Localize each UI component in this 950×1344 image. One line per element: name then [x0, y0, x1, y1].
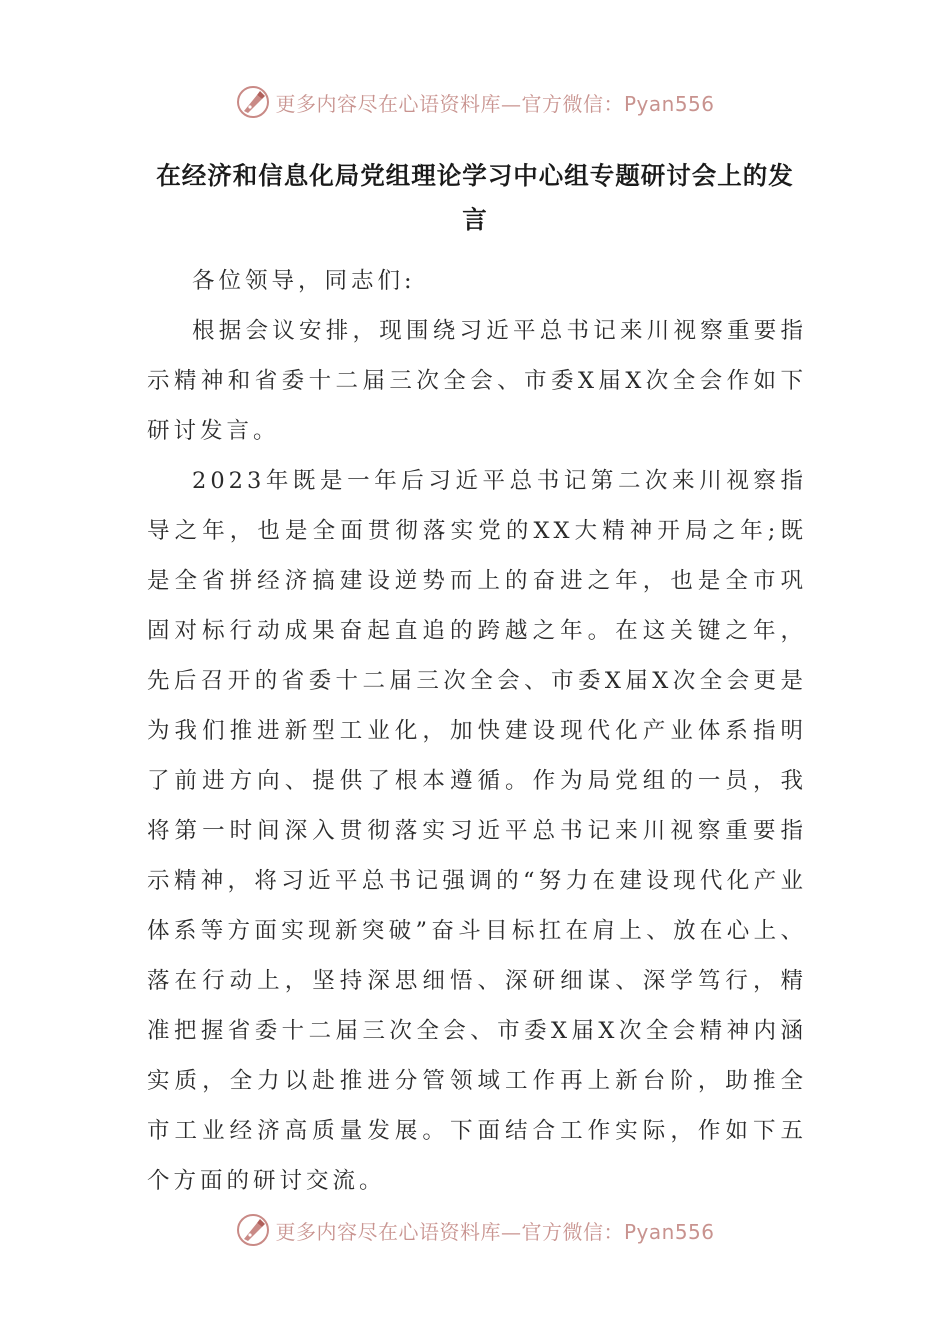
header-watermark: [0, 82, 950, 122]
pen-nib-logo-icon: [235, 1212, 271, 1248]
watermark-handle: Pyan556: [623, 91, 715, 116]
document-title: 在经济和信息化局党组理论学习中心组专题研讨会上的发言: [156, 161, 794, 234]
document-body: [147, 256, 807, 1206]
footer-watermark: [0, 1210, 950, 1250]
watermark-handle: Pyan556: [623, 1219, 715, 1244]
pen-nib-logo-icon: [235, 84, 271, 120]
watermark-label: 更多内容尽在心语资料库—官方微信：Pyan556: [275, 1219, 715, 1244]
body-paragraph: 根据会议安排，现围绕习近平总书记来川视察重要指示精神和省委十二届三次全会、市委X届X次全会作如下研讨发言。: [147, 318, 807, 444]
watermark-label: 更多内容尽在心语资料库—官方微信：Pyan556: [275, 91, 715, 116]
body-paragraph: 2023年既是一年后习近平总书记第二次来川视察指导之年，也是全面贯彻落实党的XX大精神开局之年;既是全省拼经济搞建设逆势而上的奋进之年，也是全市巩固对标行动成果奋起直追的跨越之年。在这关键之年，先后召开的省委十二届三次全会、市委X届X次全会更是为我们推进新型工业化，加快建设现代化产业体系指明了前进方向、提供了根本遵循。作为局党组的一员，我将第一时间深入贯彻落实习近平总书记来川视察重要指示精神，将习近平总书记强调的“努力在建设现代化产业体系等方面实现新突破”奋斗目标扛在肩上、放在心上、落在行动上，坚持深思细悟、深研细谋、深学笃行，精准把握省委十二届三次全会、市委X届X次全会精神内涵实质，全力以赴推进分管领域工作再上新台阶，助推全市工业经济高质量发展。下面结合工作实际，作如下五个方面的研讨交流。: [147, 468, 807, 1194]
salutation: 各位领导，同志们:: [192, 268, 416, 294]
